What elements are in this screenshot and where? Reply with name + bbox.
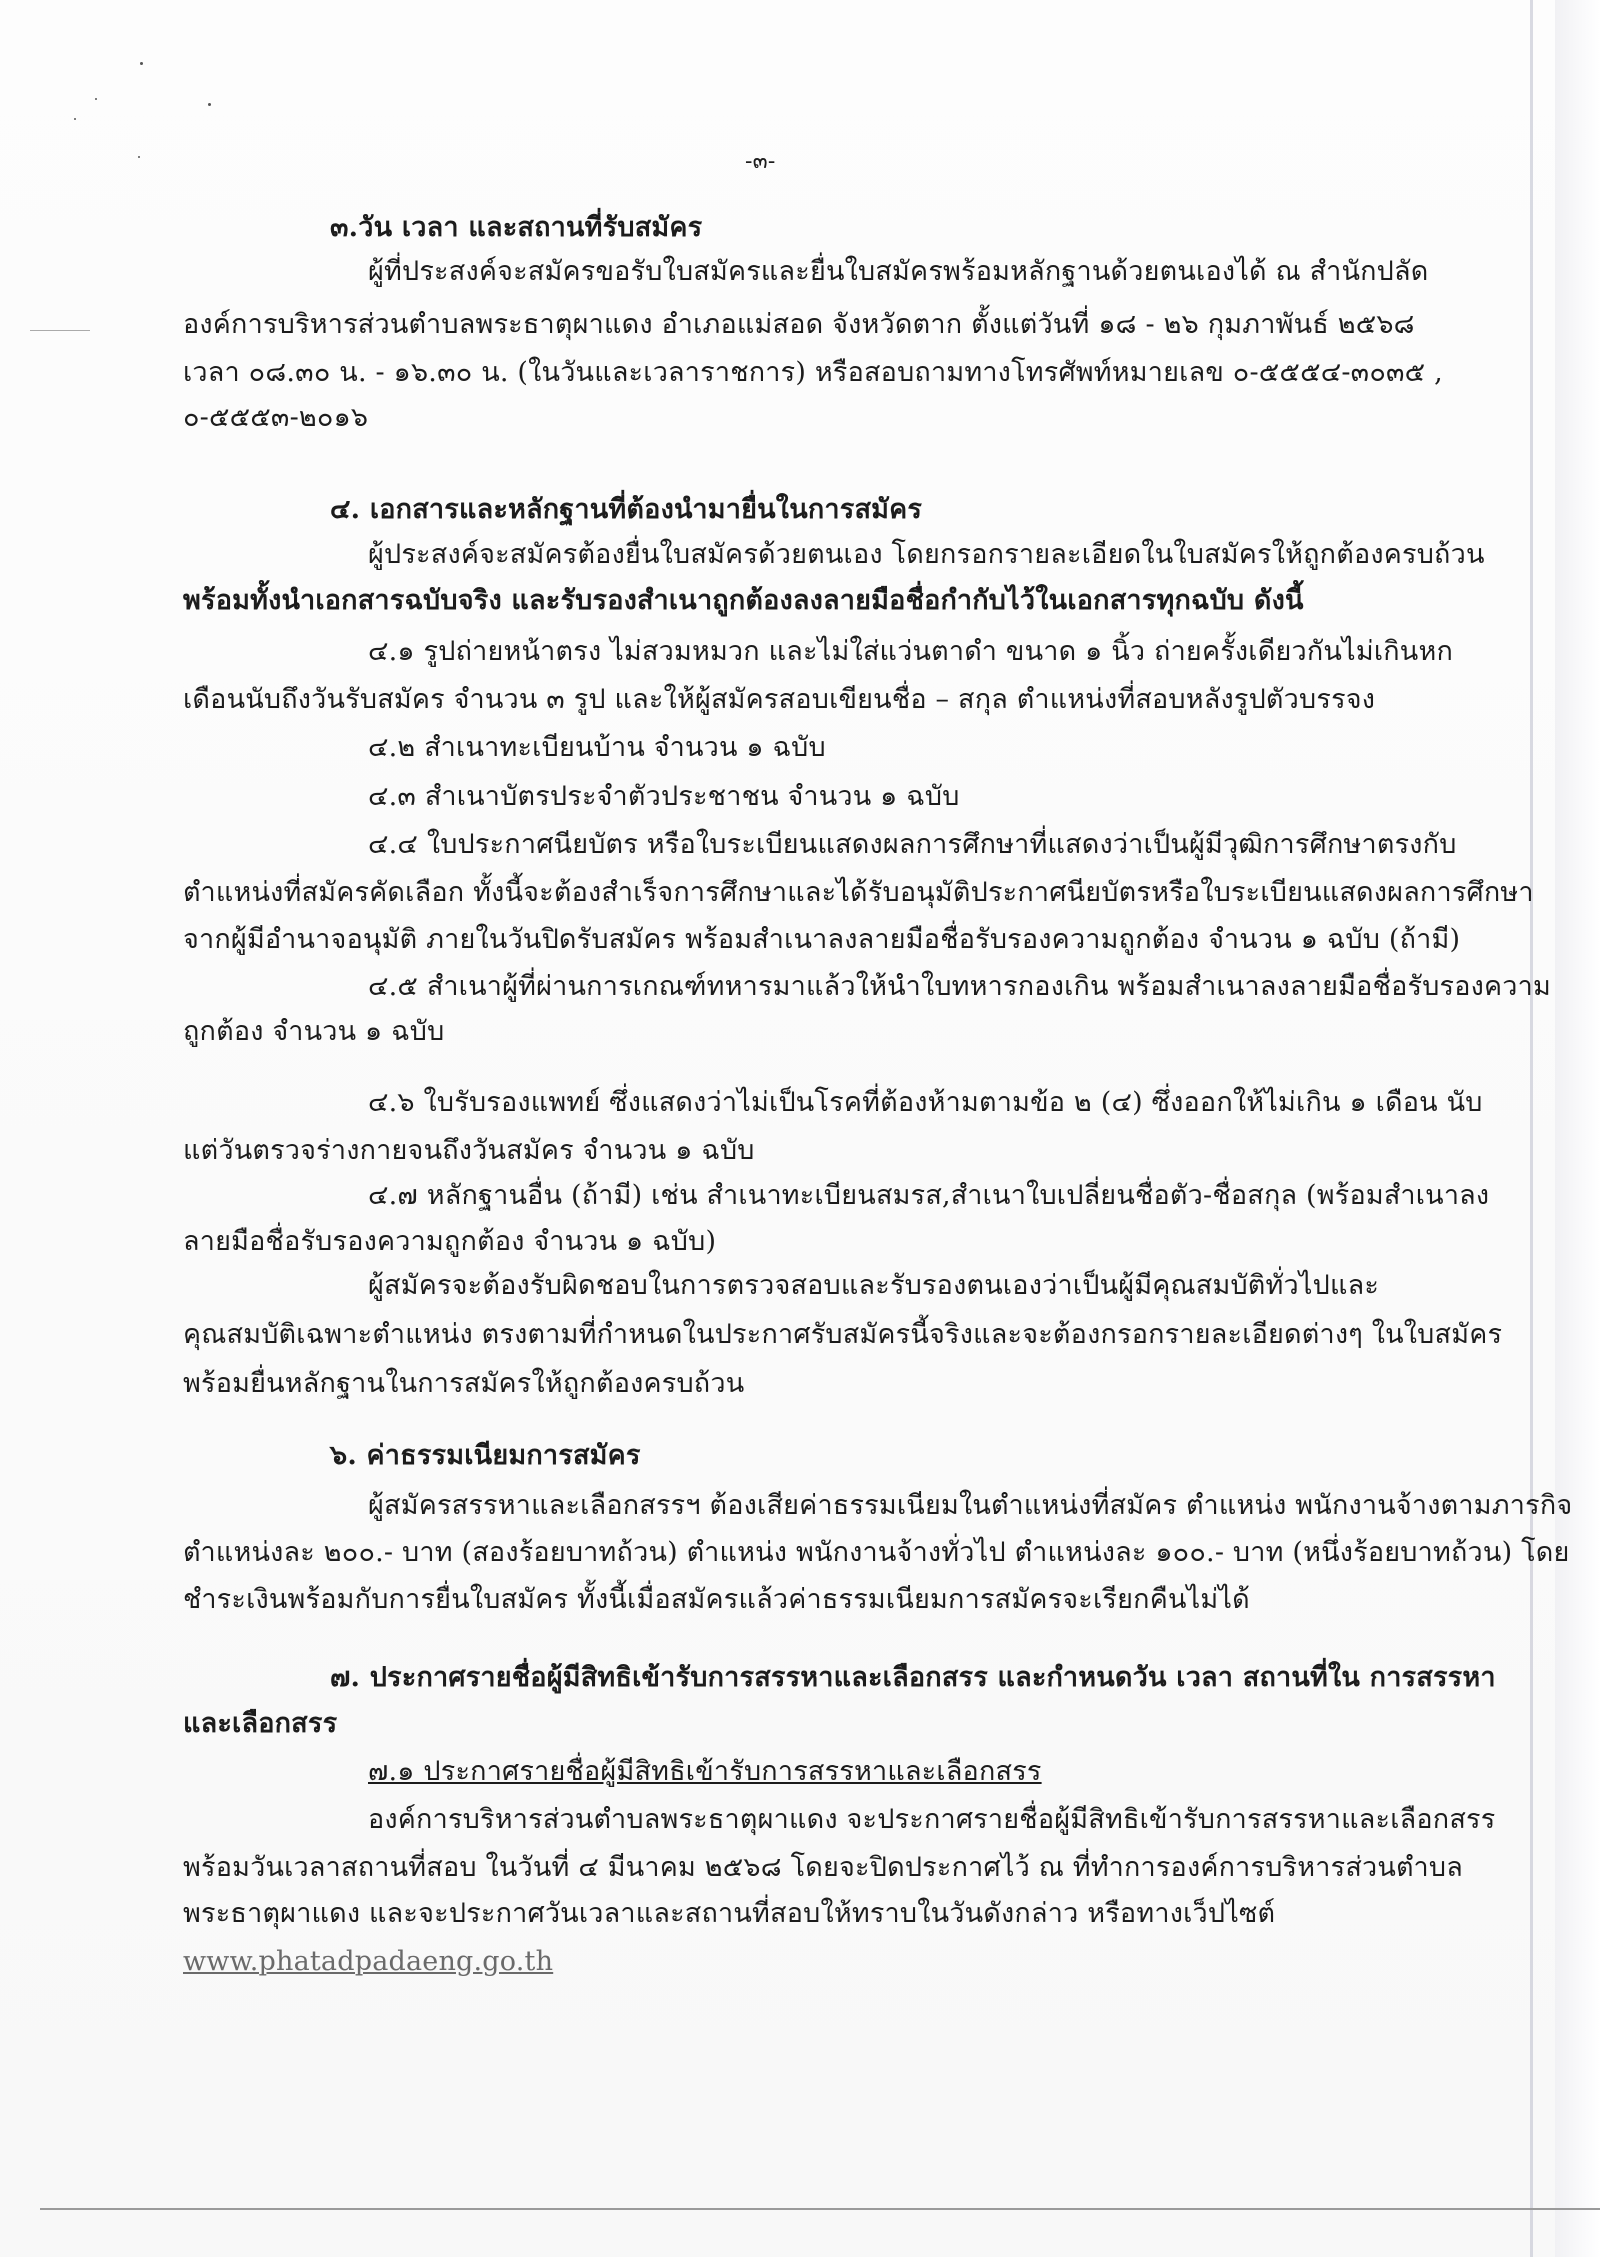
- scan-speck: [95, 98, 97, 100]
- website-link[interactable]: www.phatadpadaeng.go.th: [183, 1946, 554, 1977]
- page-number: -๓-: [745, 149, 776, 174]
- section7-subheading: ๗.๑ ประกาศรายชื่อผู้มีสิทธิเข้ารับการสรรหาและเลือกสรร: [368, 1756, 1042, 1787]
- bottom-rule: [40, 2208, 1600, 2210]
- section4-item: ตำแหน่งที่สมัครคัดเลือก ทั้งนี้จะต้องสำเร็จการศึกษาและได้รับอนุมัติประกาศนียบัตรหรือใบระเบียนแสดงผลการศึกษา: [183, 877, 1534, 908]
- section7-heading: ๗. ประกาศรายชื่อผู้มีสิทธิเข้ารับการสรรหาและเลือกสรร และกำหนดวัน เวลา สถานที่ใน การสรรหา: [330, 1662, 1496, 1693]
- section7-heading-cont: และเลือกสรร: [183, 1708, 338, 1739]
- scan-shadow: [1555, 0, 1600, 2257]
- section4-item: คุณสมบัติเฉพาะตำแหน่ง ตรงตามที่กำหนดในประกาศรับสมัครนี้จริงและจะต้องกรอกรายละเอียดต่างๆ ในใบสมัคร: [183, 1319, 1503, 1350]
- section4-item: ๔.๔ ใบประกาศนียบัตร หรือใบระเบียนแสดงผลการศึกษาที่แสดงว่าเป็นผู้มีวุฒิการศึกษาตรงกับ: [368, 829, 1457, 860]
- section4-item: ๔.๕ สำเนาผู้ที่ผ่านการเกณฑ์ทหารมาแล้วให้นำใบทหารกองเกิน พร้อมสำเนาลงลายมือชื่อรับรองความ: [368, 971, 1552, 1002]
- section4-item: ๔.๖ ใบรับรองแพทย์ ซึ่งแสดงว่าไม่เป็นโรคที่ต้องห้ามตามข้อ ๒ (๔) ซึ่งออกให้ไม่เกิน ๑ เดือน นับ: [368, 1087, 1483, 1118]
- margin-mark: [30, 330, 90, 331]
- section4-item: ถูกต้อง จำนวน ๑ ฉบับ: [183, 1016, 445, 1047]
- section3-line: ผู้ที่ประสงค์จะสมัครขอรับใบสมัครและยื่นใบสมัครพร้อมหลักฐานด้วยตนเองได้ ณ สำนักปลัด: [368, 256, 1429, 287]
- section4-intro-line: พร้อมทั้งนำเอกสารฉบับจริง และรับรองสำเนาถูกต้องลงลายมือชื่อกำกับไว้ในเอกสารทุกฉบับ ดังนี้: [183, 585, 1304, 616]
- section3-line: เวลา ๐๘.๓๐ น. - ๑๖.๓๐ น. (ในวันและเวลาราชการ) หรือสอบถามทางโทรศัพท์หมายเลข ๐-๕๕๕๔-๓๐๓๕ ,: [183, 357, 1443, 388]
- section7-line: พระธาตุผาแดง และจะประกาศวันเวลาและสถานที่สอบให้ทราบในวันดังกล่าว หรือทางเว็ปไซต์: [183, 1898, 1276, 1929]
- scan-speck: [208, 103, 211, 106]
- section4-item: จากผู้มีอำนาจอนุมัติ ภายในวันปิดรับสมัคร พร้อมสำเนาลงลายมือชื่อรับรองความถูกต้อง จำนวน ๑ ฉบับ (ถ้ามี): [183, 924, 1461, 955]
- section4-item: ๔.๑ รูปถ่ายหน้าตรง ไม่สวมหมวก และไม่ใส่แว่นตาดำ ขนาด ๑ นิ้ว ถ่ายครั้งเดียวกันไม่เกินหก: [368, 636, 1454, 667]
- section7-line: องค์การบริหารส่วนตำบลพระธาตุผาแดง จะประกาศรายชื่อผู้มีสิทธิเข้ารับการสรรหาและเลือกสรร: [368, 1804, 1496, 1835]
- section4-item: ผู้สมัครจะต้องรับผิดชอบในการตรวจสอบและรับรองตนเองว่าเป็นผู้มีคุณสมบัติทั่วไปและ: [368, 1270, 1380, 1301]
- section4-item: ลายมือชื่อรับรองความถูกต้อง จำนวน ๑ ฉบับ): [183, 1226, 717, 1257]
- section4-intro-line: ผู้ประสงค์จะสมัครต้องยื่นใบสมัครด้วยตนเอง โดยกรอกรายละเอียดในใบสมัครให้ถูกต้องครบถ้วน: [368, 539, 1485, 570]
- section4-item: แต่วันตรวจร่างกายจนถึงวันสมัคร จำนวน ๑ ฉบับ: [183, 1135, 755, 1166]
- section3-line: องค์การบริหารส่วนตำบลพระธาตุผาแดง อำเภอแม่สอด จังหวัดตาก ตั้งแต่วันที่ ๑๘ - ๒๖ กุมภาพันธ์ ๒๕๖๘: [183, 309, 1415, 340]
- section3-line: ๐-๕๕๕๓-๒๐๑๖: [183, 402, 369, 433]
- section4-item: ๔.๓ สำเนาบัตรประจำตัวประชาชน จำนวน ๑ ฉบับ: [368, 781, 960, 812]
- section6-line: ชำระเงินพร้อมกับการยื่นใบสมัคร ทั้งนี้เมื่อสมัครแล้วค่าธรรมเนียมการสมัครจะเรียกคืนไม่ได้: [183, 1584, 1250, 1615]
- section6-line: ตำแหน่งละ ๒๐๐.- บาท (สองร้อยบาทถ้วน) ตำแหน่ง พนักงานจ้างทั่วไป ตำแหน่งละ ๑๐๐.- บาท (หนึ่งร้อยบาทถ้วน) โดย: [183, 1537, 1570, 1568]
- section4-item: ๔.๒ สำเนาทะเบียนบ้าน จำนวน ๑ ฉบับ: [368, 732, 826, 763]
- section4-item: เดือนนับถึงวันรับสมัคร จำนวน ๓ รูป และให้ผู้สมัครสอบเขียนชื่อ – สกุล ตำแหน่งที่สอบหลังรูปตัวบรรจง: [183, 684, 1376, 715]
- scan-speck: [140, 62, 143, 65]
- section7-line: พร้อมวันเวลาสถานที่สอบ ในวันที่ ๔ มีนาคม ๒๕๖๘ โดยจะปิดประกาศไว้ ณ ที่ทำการองค์การบริหารส่วนตำบล: [183, 1852, 1463, 1883]
- section3-heading: ๓.วัน เวลา และสถานที่รับสมัคร: [330, 212, 703, 243]
- scan-speck: [138, 156, 140, 158]
- section6-line: ผู้สมัครสรรหาและเลือกสรรฯ ต้องเสียค่าธรรมเนียมในตำแหน่งที่สมัคร ตำแหน่ง พนักงานจ้างตามภารกิจ: [368, 1490, 1573, 1521]
- scan-edge-line: [1530, 0, 1533, 2257]
- section4-item: ๔.๗ หลักฐานอื่น (ถ้ามี) เช่น สำเนาทะเบียนสมรส,สำเนาใบเปลี่ยนชื่อตัว-ชื่อสกุล (พร้อมสำเนาลง: [368, 1180, 1490, 1211]
- scan-speck: [74, 118, 76, 120]
- section6-heading: ๖. ค่าธรรมเนียมการสมัคร: [330, 1440, 641, 1471]
- section4-heading: ๔. เอกสารและหลักฐานที่ต้องนำมายื่นในการสมัคร: [330, 494, 923, 525]
- section4-item: พร้อมยื่นหลักฐานในการสมัครให้ถูกต้องครบถ้วน: [183, 1368, 745, 1399]
